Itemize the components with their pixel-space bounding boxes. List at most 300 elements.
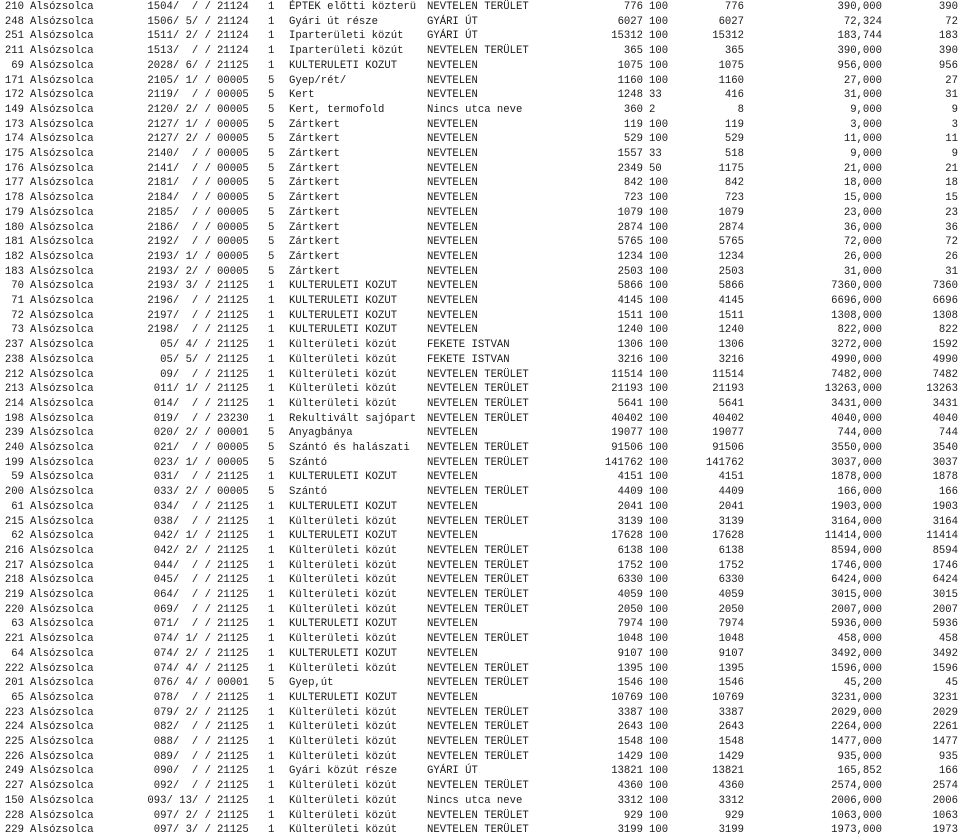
street-name: NEVTELEN bbox=[427, 148, 478, 160]
land-use: Külterületi közút bbox=[289, 559, 398, 572]
row-number: 179 bbox=[4, 206, 24, 219]
street-name: NEVTELEN TERÜLET bbox=[427, 412, 529, 425]
land-use: Gyep,út bbox=[289, 677, 334, 690]
value-rounded: 9 bbox=[951, 103, 958, 116]
land-use: Külterületi közút bbox=[289, 750, 398, 763]
value-rounded: 1592 bbox=[932, 339, 958, 352]
class-code: 5 bbox=[268, 456, 275, 469]
share-percent: 100 bbox=[649, 765, 669, 778]
usage-code: 21125 bbox=[217, 618, 249, 631]
row-number: 180 bbox=[4, 221, 24, 234]
street-name: NEVTELEN TERÜLET bbox=[427, 442, 529, 454]
usage-code: 21125 bbox=[217, 691, 249, 704]
share-percent: 100 bbox=[649, 559, 669, 572]
parcel-number: 2141/ / / bbox=[147, 162, 211, 175]
share-percent: 100 bbox=[649, 809, 669, 822]
land-use: KULTERULETI KOZUT bbox=[289, 59, 398, 72]
land-use: Zártkert bbox=[289, 118, 340, 131]
land-use: Külterületi közút bbox=[289, 809, 398, 822]
settlement: Alsózsolca bbox=[30, 368, 94, 381]
settlement: Alsózsolca bbox=[30, 339, 94, 352]
usage-code: 00005 bbox=[217, 192, 249, 205]
area: 5641 bbox=[617, 397, 643, 410]
usage-code: 00001 bbox=[217, 677, 249, 690]
owned-area: 529 bbox=[724, 133, 744, 146]
street-name: NEVTELEN bbox=[427, 250, 478, 263]
share-percent: 100 bbox=[649, 45, 669, 58]
share-percent: 100 bbox=[649, 412, 669, 425]
parcel-number: 09/ / / bbox=[160, 368, 211, 381]
street-name: NEVTELEN bbox=[427, 280, 478, 293]
area: 365 bbox=[623, 45, 643, 58]
usage-code: 00005 bbox=[217, 250, 249, 263]
parcel-number: 014/ / / bbox=[153, 397, 211, 410]
land-use: Kert bbox=[289, 89, 315, 102]
share-percent: 100 bbox=[649, 647, 669, 660]
share-percent: 33 bbox=[649, 89, 662, 102]
land-use: KULTERULETI KOZUT bbox=[289, 295, 398, 307]
settlement: Alsózsolca bbox=[30, 750, 94, 763]
settlement: Alsózsolca bbox=[30, 677, 94, 690]
value-rounded: 11 bbox=[945, 133, 958, 146]
table-row bbox=[0, 647, 960, 662]
parcel-number: 2127/ 2/ / bbox=[147, 133, 211, 146]
class-code: 1 bbox=[268, 515, 275, 528]
usage-code: 21125 bbox=[217, 736, 249, 748]
value-rounded: 1878 bbox=[932, 471, 958, 484]
usage-code: 00005 bbox=[217, 221, 249, 234]
share-percent: 100 bbox=[649, 59, 669, 72]
value: 72,000 bbox=[843, 236, 882, 249]
owned-area: 3199 bbox=[718, 824, 744, 837]
value-rounded: 11414 bbox=[926, 530, 958, 543]
value-rounded: 822 bbox=[938, 324, 958, 337]
share-percent: 100 bbox=[649, 368, 669, 381]
table-row bbox=[0, 603, 960, 618]
parcel-number: 090/ / / bbox=[153, 765, 211, 778]
usage-code: 21124 bbox=[217, 30, 249, 43]
value: 7360,000 bbox=[831, 280, 882, 293]
row-number: 182 bbox=[4, 250, 24, 263]
usage-code: 21125 bbox=[217, 500, 249, 513]
settlement: Alsózsolca bbox=[30, 59, 94, 72]
class-code: 1 bbox=[268, 559, 275, 572]
usage-code: 00005 bbox=[217, 236, 249, 249]
street-name: NEVTELEN bbox=[427, 618, 478, 631]
value: 15,000 bbox=[843, 192, 882, 205]
value: 1477,000 bbox=[831, 736, 882, 748]
parcel-number: 2184/ / / bbox=[147, 192, 211, 205]
settlement: Alsózsolca bbox=[30, 603, 94, 616]
area: 1511 bbox=[617, 309, 643, 322]
share-percent: 100 bbox=[649, 250, 669, 263]
owned-area: 1175 bbox=[718, 162, 744, 175]
share-percent: 100 bbox=[649, 721, 669, 734]
usage-code: 00005 bbox=[217, 442, 249, 454]
class-code: 5 bbox=[268, 677, 275, 690]
land-use: Zártkert bbox=[289, 221, 340, 234]
class-code: 1 bbox=[268, 368, 275, 381]
class-code: 1 bbox=[268, 500, 275, 513]
class-code: 1 bbox=[268, 15, 275, 28]
row-number: 248 bbox=[4, 15, 24, 28]
table-row bbox=[0, 118, 960, 133]
area: 19077 bbox=[611, 427, 643, 440]
usage-code: 00001 bbox=[217, 427, 249, 440]
table-row bbox=[0, 147, 960, 162]
owned-area: 2050 bbox=[718, 603, 744, 616]
usage-code: 21125 bbox=[217, 750, 249, 763]
table-row bbox=[0, 15, 960, 30]
usage-code: 21125 bbox=[217, 544, 249, 557]
area: 723 bbox=[623, 192, 643, 205]
value: 1903,000 bbox=[831, 500, 882, 513]
value: 6696,000 bbox=[831, 295, 882, 307]
area: 13821 bbox=[611, 765, 643, 778]
owned-area: 19077 bbox=[712, 427, 744, 440]
area: 5765 bbox=[617, 236, 643, 249]
share-percent: 100 bbox=[649, 324, 669, 337]
area: 3216 bbox=[617, 353, 643, 366]
owned-area: 4409 bbox=[718, 486, 744, 499]
parcel-number: 2127/ 1/ / bbox=[147, 118, 211, 131]
area: 4145 bbox=[617, 295, 643, 307]
owned-area: 1752 bbox=[718, 559, 744, 572]
parcel-number: 05/ 4/ / bbox=[160, 339, 211, 352]
value-rounded: 744 bbox=[938, 427, 958, 440]
usage-code: 21125 bbox=[217, 324, 249, 337]
owned-area: 91506 bbox=[712, 442, 744, 454]
area: 3312 bbox=[617, 794, 643, 807]
usage-code: 00005 bbox=[217, 148, 249, 160]
parcel-number: 045/ / / bbox=[153, 574, 211, 587]
value-rounded: 21 bbox=[945, 162, 958, 175]
class-code: 5 bbox=[268, 118, 275, 131]
value-rounded: 31 bbox=[945, 89, 958, 102]
settlement: Alsózsolca bbox=[30, 662, 94, 675]
row-number: 149 bbox=[4, 103, 24, 116]
value: 390,000 bbox=[837, 1, 882, 13]
row-number: 174 bbox=[4, 133, 24, 146]
share-percent: 100 bbox=[649, 265, 669, 278]
value: 1596,000 bbox=[831, 662, 882, 675]
value-rounded: 7482 bbox=[932, 368, 958, 381]
usage-code: 21125 bbox=[217, 662, 249, 675]
parcel-number: 021/ / / bbox=[153, 442, 211, 454]
row-number: 175 bbox=[4, 148, 24, 160]
value: 3272,000 bbox=[831, 339, 882, 352]
area: 3139 bbox=[617, 515, 643, 528]
owned-area: 929 bbox=[724, 809, 744, 822]
share-percent: 100 bbox=[649, 192, 669, 205]
land-use: Külterületi közút bbox=[289, 633, 398, 646]
table-row bbox=[0, 573, 960, 588]
street-name: NEVTELEN bbox=[427, 500, 478, 513]
usage-code: 00005 bbox=[217, 206, 249, 219]
owned-area: 11514 bbox=[712, 368, 744, 381]
usage-code: 21125 bbox=[217, 647, 249, 660]
land-use: Zártkert bbox=[289, 177, 340, 190]
value: 183,744 bbox=[837, 30, 882, 43]
street-name: NEVTELEN bbox=[427, 265, 478, 278]
land-use: KULTERULETI KOZUT bbox=[289, 471, 398, 484]
area: 119 bbox=[623, 118, 643, 131]
class-code: 5 bbox=[268, 74, 275, 87]
area: 842 bbox=[623, 177, 643, 190]
class-code: 1 bbox=[268, 603, 275, 616]
table-row bbox=[0, 632, 960, 647]
value: 166,000 bbox=[837, 486, 882, 499]
parcel-number: 2105/ 1/ / bbox=[147, 74, 211, 87]
street-name: NEVTELEN bbox=[427, 74, 478, 87]
class-code: 1 bbox=[268, 30, 275, 43]
class-code: 1 bbox=[268, 353, 275, 366]
value: 822,000 bbox=[837, 324, 882, 337]
value: 4040,000 bbox=[831, 412, 882, 425]
street-name: Nincs utca neve bbox=[427, 103, 523, 116]
value-rounded: 31 bbox=[945, 265, 958, 278]
usage-code: 21125 bbox=[217, 471, 249, 484]
share-percent: 50 bbox=[649, 162, 662, 175]
parcel-number: 092/ / / bbox=[153, 780, 211, 793]
land-use: KULTERULETI KOZUT bbox=[289, 280, 398, 293]
value: 165,852 bbox=[837, 765, 882, 778]
settlement: Alsózsolca bbox=[30, 706, 94, 719]
area: 15312 bbox=[611, 30, 643, 43]
street-name: FEKETE ISTVAN bbox=[427, 339, 510, 352]
area: 9107 bbox=[617, 647, 643, 660]
value-rounded: 13263 bbox=[926, 383, 958, 396]
settlement: Alsózsolca bbox=[30, 353, 94, 366]
value: 3550,000 bbox=[831, 442, 882, 454]
value: 390,000 bbox=[837, 45, 882, 58]
owned-area: 21193 bbox=[712, 383, 744, 396]
owned-area: 3312 bbox=[718, 794, 744, 807]
table-row bbox=[0, 764, 960, 779]
value: 1878,000 bbox=[831, 471, 882, 484]
land-use: Zártkert bbox=[289, 162, 340, 175]
value: 11,000 bbox=[843, 133, 882, 146]
land-use: Gyári közút része bbox=[289, 765, 398, 778]
share-percent: 100 bbox=[649, 736, 669, 748]
class-code: 1 bbox=[268, 544, 275, 557]
share-percent: 100 bbox=[649, 309, 669, 322]
land-use: Iparterületi közút bbox=[289, 45, 404, 58]
row-number: 212 bbox=[4, 368, 24, 381]
owned-area: 1160 bbox=[718, 74, 744, 87]
table-row bbox=[0, 412, 960, 427]
value-rounded: 2261 bbox=[932, 721, 958, 734]
usage-code: 21125 bbox=[217, 559, 249, 572]
value-rounded: 2006 bbox=[932, 794, 958, 807]
value-rounded: 3431 bbox=[932, 397, 958, 410]
value: 8594,000 bbox=[831, 544, 882, 557]
owned-area: 416 bbox=[724, 89, 744, 102]
street-name: NEVTELEN bbox=[427, 118, 478, 131]
area: 141762 bbox=[604, 456, 643, 469]
row-number: 198 bbox=[4, 412, 24, 425]
owned-area: 3139 bbox=[718, 515, 744, 528]
street-name: NEVTELEN bbox=[427, 59, 478, 72]
value: 9,000 bbox=[850, 103, 882, 116]
settlement: Alsózsolca bbox=[30, 236, 94, 249]
land-use: Szántó bbox=[289, 486, 328, 499]
area: 2874 bbox=[617, 221, 643, 234]
street-name: NEVTELEN bbox=[427, 427, 478, 440]
owned-area: 2874 bbox=[718, 221, 744, 234]
settlement: Alsózsolca bbox=[30, 309, 94, 322]
share-percent: 100 bbox=[649, 177, 669, 190]
area: 5866 bbox=[617, 280, 643, 293]
settlement: Alsózsolca bbox=[30, 530, 94, 543]
table-row bbox=[0, 515, 960, 530]
class-code: 5 bbox=[268, 442, 275, 454]
row-number: 199 bbox=[4, 456, 24, 469]
area: 6138 bbox=[617, 544, 643, 557]
area: 17628 bbox=[611, 530, 643, 543]
value: 26,000 bbox=[843, 250, 882, 263]
class-code: 1 bbox=[268, 633, 275, 646]
value-rounded: 4990 bbox=[932, 353, 958, 366]
owned-area: 40402 bbox=[712, 412, 744, 425]
settlement: Alsózsolca bbox=[30, 295, 94, 307]
class-code: 1 bbox=[268, 383, 275, 396]
settlement: Alsózsolca bbox=[30, 206, 94, 219]
usage-code: 21125 bbox=[217, 809, 249, 822]
class-code: 5 bbox=[268, 162, 275, 175]
area: 1240 bbox=[617, 324, 643, 337]
usage-code: 21124 bbox=[217, 45, 249, 58]
row-number: 222 bbox=[4, 662, 24, 675]
owned-area: 1429 bbox=[718, 750, 744, 763]
land-use: Külterületi közút bbox=[289, 574, 398, 587]
usage-code: 21125 bbox=[217, 589, 249, 601]
usage-code: 21125 bbox=[217, 794, 249, 807]
street-name: NEVTELEN bbox=[427, 177, 478, 190]
settlement: Alsózsolca bbox=[30, 721, 94, 734]
street-name: NEVTELEN bbox=[427, 221, 478, 234]
table-row bbox=[0, 823, 960, 838]
area: 91506 bbox=[611, 442, 643, 454]
class-code: 5 bbox=[268, 486, 275, 499]
value-rounded: 183 bbox=[938, 30, 958, 43]
parcel-number: 1504/ / / bbox=[147, 1, 211, 13]
value: 1973,000 bbox=[831, 824, 882, 837]
row-number: 62 bbox=[11, 530, 24, 543]
share-percent: 100 bbox=[649, 74, 669, 87]
class-code: 1 bbox=[268, 471, 275, 484]
street-name: Nincs utca neve bbox=[427, 794, 523, 807]
table-row bbox=[0, 500, 960, 515]
row-number: 221 bbox=[4, 633, 24, 646]
parcel-number: 2186/ / / bbox=[147, 221, 211, 234]
table-row bbox=[0, 323, 960, 338]
owned-area: 1048 bbox=[718, 633, 744, 646]
share-percent: 100 bbox=[649, 15, 669, 28]
table-row bbox=[0, 794, 960, 809]
table-row bbox=[0, 382, 960, 397]
street-name: NEVTELEN TERÜLET bbox=[427, 45, 529, 58]
usage-code: 21125 bbox=[217, 368, 249, 381]
settlement: Alsózsolca bbox=[30, 1, 94, 13]
value-rounded: 8594 bbox=[932, 544, 958, 557]
class-code: 1 bbox=[268, 309, 275, 322]
row-number: 171 bbox=[4, 74, 24, 87]
settlement: Alsózsolca bbox=[30, 515, 94, 528]
table-row bbox=[0, 441, 960, 456]
row-number: 219 bbox=[4, 589, 24, 601]
value-rounded: 390 bbox=[938, 1, 958, 13]
owned-area: 4151 bbox=[718, 471, 744, 484]
value-rounded: 9 bbox=[951, 148, 958, 160]
settlement: Alsózsolca bbox=[30, 162, 94, 175]
area: 2050 bbox=[617, 603, 643, 616]
row-number: 150 bbox=[4, 794, 24, 807]
share-percent: 100 bbox=[649, 662, 669, 675]
parcel-number: 088/ / / bbox=[153, 736, 211, 748]
parcel-number: 2140/ / / bbox=[147, 148, 211, 160]
value: 1746,000 bbox=[831, 559, 882, 572]
share-percent: 100 bbox=[649, 206, 669, 219]
land-use: Zártkert bbox=[289, 250, 340, 263]
area: 2503 bbox=[617, 265, 643, 278]
row-number: 220 bbox=[4, 603, 24, 616]
parcel-number: 2192/ / / bbox=[147, 236, 211, 249]
street-name: NEVTELEN TERÜLET bbox=[427, 633, 529, 646]
parcel-number: 079/ 2/ / bbox=[153, 706, 211, 719]
usage-code: 21125 bbox=[217, 633, 249, 646]
row-number: 64 bbox=[11, 647, 24, 660]
usage-code: 23230 bbox=[217, 412, 249, 425]
share-percent: 100 bbox=[649, 515, 669, 528]
parcel-number: 011/ 1/ / bbox=[153, 383, 211, 396]
owned-area: 365 bbox=[724, 45, 744, 58]
parcel-number: 082/ / / bbox=[153, 721, 211, 734]
value-rounded: 72 bbox=[945, 15, 958, 28]
value: 31,000 bbox=[843, 89, 882, 102]
usage-code: 21125 bbox=[217, 515, 249, 528]
class-code: 1 bbox=[268, 765, 275, 778]
value-rounded: 2574 bbox=[932, 780, 958, 793]
street-name: NEVTELEN TERÜLET bbox=[427, 706, 529, 719]
value-rounded: 27 bbox=[945, 74, 958, 87]
class-code: 5 bbox=[268, 133, 275, 146]
parcel-number: 2196/ / / bbox=[147, 295, 211, 307]
street-name: NEVTELEN TERÜLET bbox=[427, 603, 529, 616]
settlement: Alsózsolca bbox=[30, 148, 94, 160]
value: 1308,000 bbox=[831, 309, 882, 322]
class-code: 5 bbox=[268, 427, 275, 440]
street-name: NEVTELEN TERÜLET bbox=[427, 397, 529, 410]
land-use: Szántó és halászati bbox=[289, 442, 410, 454]
street-name: NEVTELEN bbox=[427, 647, 478, 660]
table-row bbox=[0, 250, 960, 265]
settlement: Alsózsolca bbox=[30, 809, 94, 822]
land-use: KULTERULETI KOZUT bbox=[289, 500, 398, 513]
value: 45,200 bbox=[843, 677, 882, 690]
row-number: 213 bbox=[4, 383, 24, 396]
street-name: NEVTELEN bbox=[427, 206, 478, 219]
parcel-number: 038/ / / bbox=[153, 515, 211, 528]
row-number: 210 bbox=[4, 1, 24, 13]
street-name: NEVTELEN TERÜLET bbox=[427, 677, 529, 690]
street-name: NEVTELEN TERÜLET bbox=[427, 574, 529, 587]
value-rounded: 18 bbox=[945, 177, 958, 190]
usage-code: 21124 bbox=[217, 15, 249, 28]
settlement: Alsózsolca bbox=[30, 544, 94, 557]
table-row bbox=[0, 44, 960, 59]
class-code: 1 bbox=[268, 574, 275, 587]
